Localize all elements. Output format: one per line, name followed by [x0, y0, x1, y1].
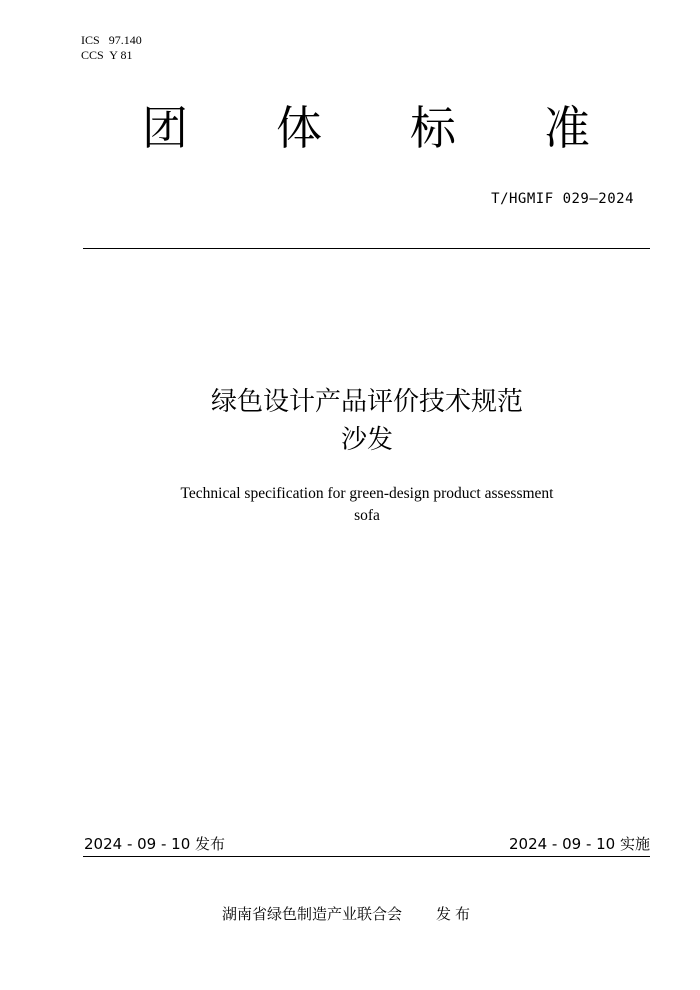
banner-char-4: 准 [544, 101, 590, 155]
classification-codes [81, 33, 142, 63]
title-zh-line1: 绿色设计产品评价技术规范 [210, 387, 523, 417]
bottom-divider [83, 856, 650, 857]
title-en-line2: sofa [354, 507, 380, 524]
release-date: 2024 - 09 - 10 发布 [84, 835, 226, 853]
ics-label: ICS [81, 33, 100, 47]
publisher-name: 湖南省绿色制造产业联合会 [222, 905, 403, 923]
top-divider [83, 248, 650, 249]
ics-row [81, 33, 142, 48]
banner-char-1: 团 [142, 101, 188, 155]
banner-char-2: 体 [276, 101, 322, 155]
ccs-code: Y 81 [109, 48, 133, 62]
ccs-row [81, 48, 142, 63]
implement-date: 2024 - 09 - 10 实施 [508, 835, 650, 853]
standard-number: T/HGMIF 029—2024 [491, 191, 634, 207]
publisher-action: 发布 [436, 905, 475, 923]
standard-type-banner [100, 98, 640, 158]
banner-char-3: 标 [410, 101, 456, 155]
title-zh-line2: 沙发 [340, 425, 393, 455]
publisher-line [222, 904, 474, 924]
ics-code: 97.140 [108, 33, 142, 47]
ccs-label: CCS [81, 48, 104, 62]
title-en-line1: Technical specification for green-design product assessment [180, 485, 554, 502]
